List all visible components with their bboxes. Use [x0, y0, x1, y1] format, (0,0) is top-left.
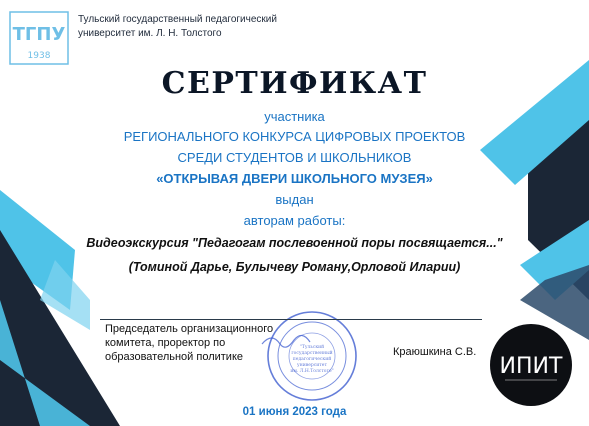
position-line-2: комитета, проректор по [105, 337, 226, 349]
svg-text:государственный: государственный [291, 351, 333, 356]
svg-text:университет: университет [297, 363, 327, 368]
logo-mark: ТГПУ [12, 24, 66, 45]
ipit-logo-text: ИПИТ [499, 354, 563, 379]
svg-text:"Тульский: "Тульский [299, 345, 325, 350]
university-logo [10, 12, 68, 64]
signatory-name: Краюшкина С.В. [393, 346, 477, 358]
issued-label: выдан [275, 192, 314, 207]
contest-name: «ОТКРЫВАЯ ДВЕРИ ШКОЛЬНОГО МУЗЕЯ» [156, 171, 433, 186]
official-stamp [268, 312, 356, 400]
logo-year: 1938 [27, 51, 51, 61]
university-name [78, 13, 308, 41]
participant-label: участника [264, 109, 325, 124]
signatory-position [105, 322, 280, 364]
contest-line-1: РЕГИОНАЛЬНОГО КОНКУРСА ЦИФРОВЫХ ПРОЕКТОВ [123, 129, 466, 144]
position-line-1: Председатель организационного [105, 323, 274, 335]
issue-date: 01 июня 2023 года [242, 406, 347, 418]
certificate-title: СЕРТИФИКАТ [161, 66, 428, 101]
svg-text:педагогический: педагогический [292, 357, 332, 362]
work-title: Видеоэкскурсия "Педагогам послевоенной поры посвящается..." [86, 236, 503, 250]
svg-text:им. Л.Н.Толстого": им. Л.Н.Толстого" [290, 369, 334, 374]
position-line-3: образовательной политике [105, 351, 244, 363]
contest-line-2: СРЕДИ СТУДЕНТОВ И ШКОЛЬНИКОВ [177, 150, 412, 165]
authors-label: авторам работы: [243, 213, 346, 228]
university-name-line2: университет им. Л. Н. Толстого [78, 28, 222, 39]
ipit-logo [490, 324, 572, 406]
university-name-line1: Тульский государственный педагогический [78, 14, 277, 25]
authors-names: (Томиной Дарье, Булычеву Роману,Орловой Иларии) [128, 260, 461, 274]
signature-divider [100, 319, 482, 320]
